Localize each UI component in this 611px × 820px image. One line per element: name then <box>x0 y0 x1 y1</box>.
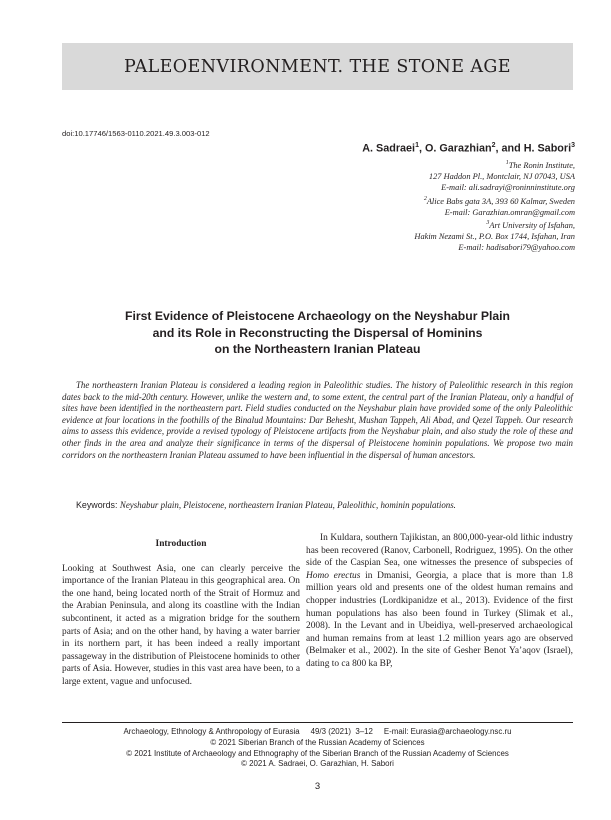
affiliation-email: E-mail: hadisabori79@yahoo.com <box>458 243 575 253</box>
body-paragraph <box>306 532 573 671</box>
author-sep: , and <box>495 142 524 155</box>
copyright-line: © 2021 Siberian Branch of the Russian Academy of Sciences <box>210 737 425 747</box>
author-name: A. Sadraei <box>362 142 416 155</box>
affiliation-email: E-mail: ali.sadrayi@roninninstitute.org <box>441 183 575 193</box>
title-line: First Evidence of Pleistocene Archaeology on the Neyshabur Plain <box>125 309 510 323</box>
abstract: The northeastern Iranian Plateau is considered a leading region in Paleolithic studies. The history of Paleolithic research in this region dates back to the mid-20th century. However, unlike the western and, to some extent, the central part of the Iranian Plateau, only a handful of sites have been identified in the northeastern part. Field studies conducted on the Neyshabur plain have provided some of the only Paleolithic evidence at four locations in the foothills of the Binalud Mountains: Dar Behesht, Mushan Tappeh, Ali Abad, and Qezel Tappeh. Our research aims to assess this evidence, provide a revised typology of Pleistocene artifacts from the Neyshabur plain, and also study the role of these and other finds in the area and analyze their significance in terms of the dispersal of Pleistocene hominin populations. We propose two main corridors on the northeastern Iranian Plateau assumed to have been influential in the dispersal of human ancestors. <box>62 380 573 460</box>
affiliation-text: Alice Babs gata 3A, 393 60 Kalmar, Sweden <box>426 196 575 206</box>
affiliation-line <box>245 218 575 231</box>
affiliation-sup: 1 <box>505 160 509 166</box>
footer <box>62 727 573 770</box>
keywords-label: Keywords: <box>76 500 120 510</box>
affiliation-sup: 3 <box>486 220 490 227</box>
section-banner <box>62 43 573 90</box>
affiliation-line <box>245 207 575 218</box>
paragraph-text: in Dmanisi, Georgia, a place that is more than 1.8 million years old and presents one of the oldest human remains and chopper industries (Lordkipanidze et al., 2013). Evidence of the first human populations has also been found in Turkey (Slimak et al., 2008). In the Levant and in Ubeidiya, well-preserved archaeological and human remains from at least 1.2 million years ago are observed (Belmaker et al., 2002). In the site of Gesher Benot Ya’aqov (Israel), dating to ca 800 ka BP, <box>306 570 573 669</box>
affiliation-line <box>245 242 575 253</box>
keywords <box>76 500 456 510</box>
author-name: O. Garazhian <box>424 142 492 155</box>
affiliation-line <box>245 194 575 207</box>
title-line: on the Northeastern Iranian Plateau <box>214 342 421 356</box>
affiliation-text: Art University of Isfahan, <box>489 220 575 230</box>
copyright-line: © 2021 Institute of Archaeology and Ethnography of the Siberian Branch of the Russian Academy of Sciences <box>126 748 509 758</box>
article-title <box>62 308 573 358</box>
affiliation-line <box>245 231 575 242</box>
paragraph-text: In Kuldara, southern Tajikistan, an 800,000-year-old lithic industry has been recovered (Ranov, Carbonell, Rodriguez, 1995). On the other side of the Caspian Sea, one witnesses the presence of subspecies of <box>306 533 573 569</box>
affiliation-sup: 2 <box>423 195 427 202</box>
author-sep: , <box>418 142 425 155</box>
author-sup: 1 <box>415 142 419 149</box>
author-sup: 2 <box>491 142 496 149</box>
section-heading: Introduction <box>155 539 207 549</box>
title-line: and its Role in Reconstructing the Dispersal of Hominins <box>152 325 483 340</box>
affiliation-text: Hakim Nezami St., P.O. Box 1744, Isfahan, Iran <box>414 232 575 242</box>
affiliation-email: E-mail: Garazhian.omran@gmail.com <box>444 207 575 217</box>
intro-paragraph: Looking at Southwest Asia, one can clearly perceive the importance of the Iranian Plateau in this geographical area. On the one hand, being located north of the Strait of Hormuz and the Arabian Peninsula, and along its coastline with the Indian subcontinent, it acted as a migration bridge for the southern parts of Asia; and on the other hand, by having a water barrier in its northern part, it has been indeed a really important passageway in the distribution of Pleistocene hominids to other parts of Asia. However, studies in this vast area have been, to a large extent, vague and unfocused. <box>62 563 300 687</box>
authors-line <box>362 142 575 155</box>
author-name: H. Sabori <box>523 142 572 155</box>
right-column <box>306 532 573 671</box>
footer-divider <box>62 722 573 723</box>
section-title: PALEOENVIRONMENT. THE STONE AGE <box>124 56 511 77</box>
affiliation-line <box>245 171 575 182</box>
author-sup: 3 <box>571 142 575 149</box>
species-name: Homo erectus <box>306 570 361 581</box>
affiliation-text: 127 Haddon Pl., Montclair, NJ 07043, USA <box>428 172 575 182</box>
keywords-value: Neyshabur plain, Pleistocene, northeastern Iranian Plateau, Paleolithic, hominin populations. <box>119 500 456 510</box>
affiliation-line <box>245 182 575 193</box>
doi-line: doi:10.17746/1563-0110.2021.49.3.003-012 <box>62 129 210 138</box>
page-number: 3 <box>314 781 321 792</box>
copyright-line: © 2021 A. Sadraei, O. Garazhian, H. Sabori <box>241 759 394 769</box>
affiliation-line <box>245 158 575 171</box>
affiliation-text: The Ronin Institute, <box>508 160 575 170</box>
affiliations <box>245 158 575 254</box>
left-column <box>62 532 300 689</box>
journal-info: Archaeology, Ethnology & Anthropology of Eurasia 49/3 (2021) 3–12 E-mail: Eurasia@archaeology.nsc.ru <box>123 727 512 736</box>
